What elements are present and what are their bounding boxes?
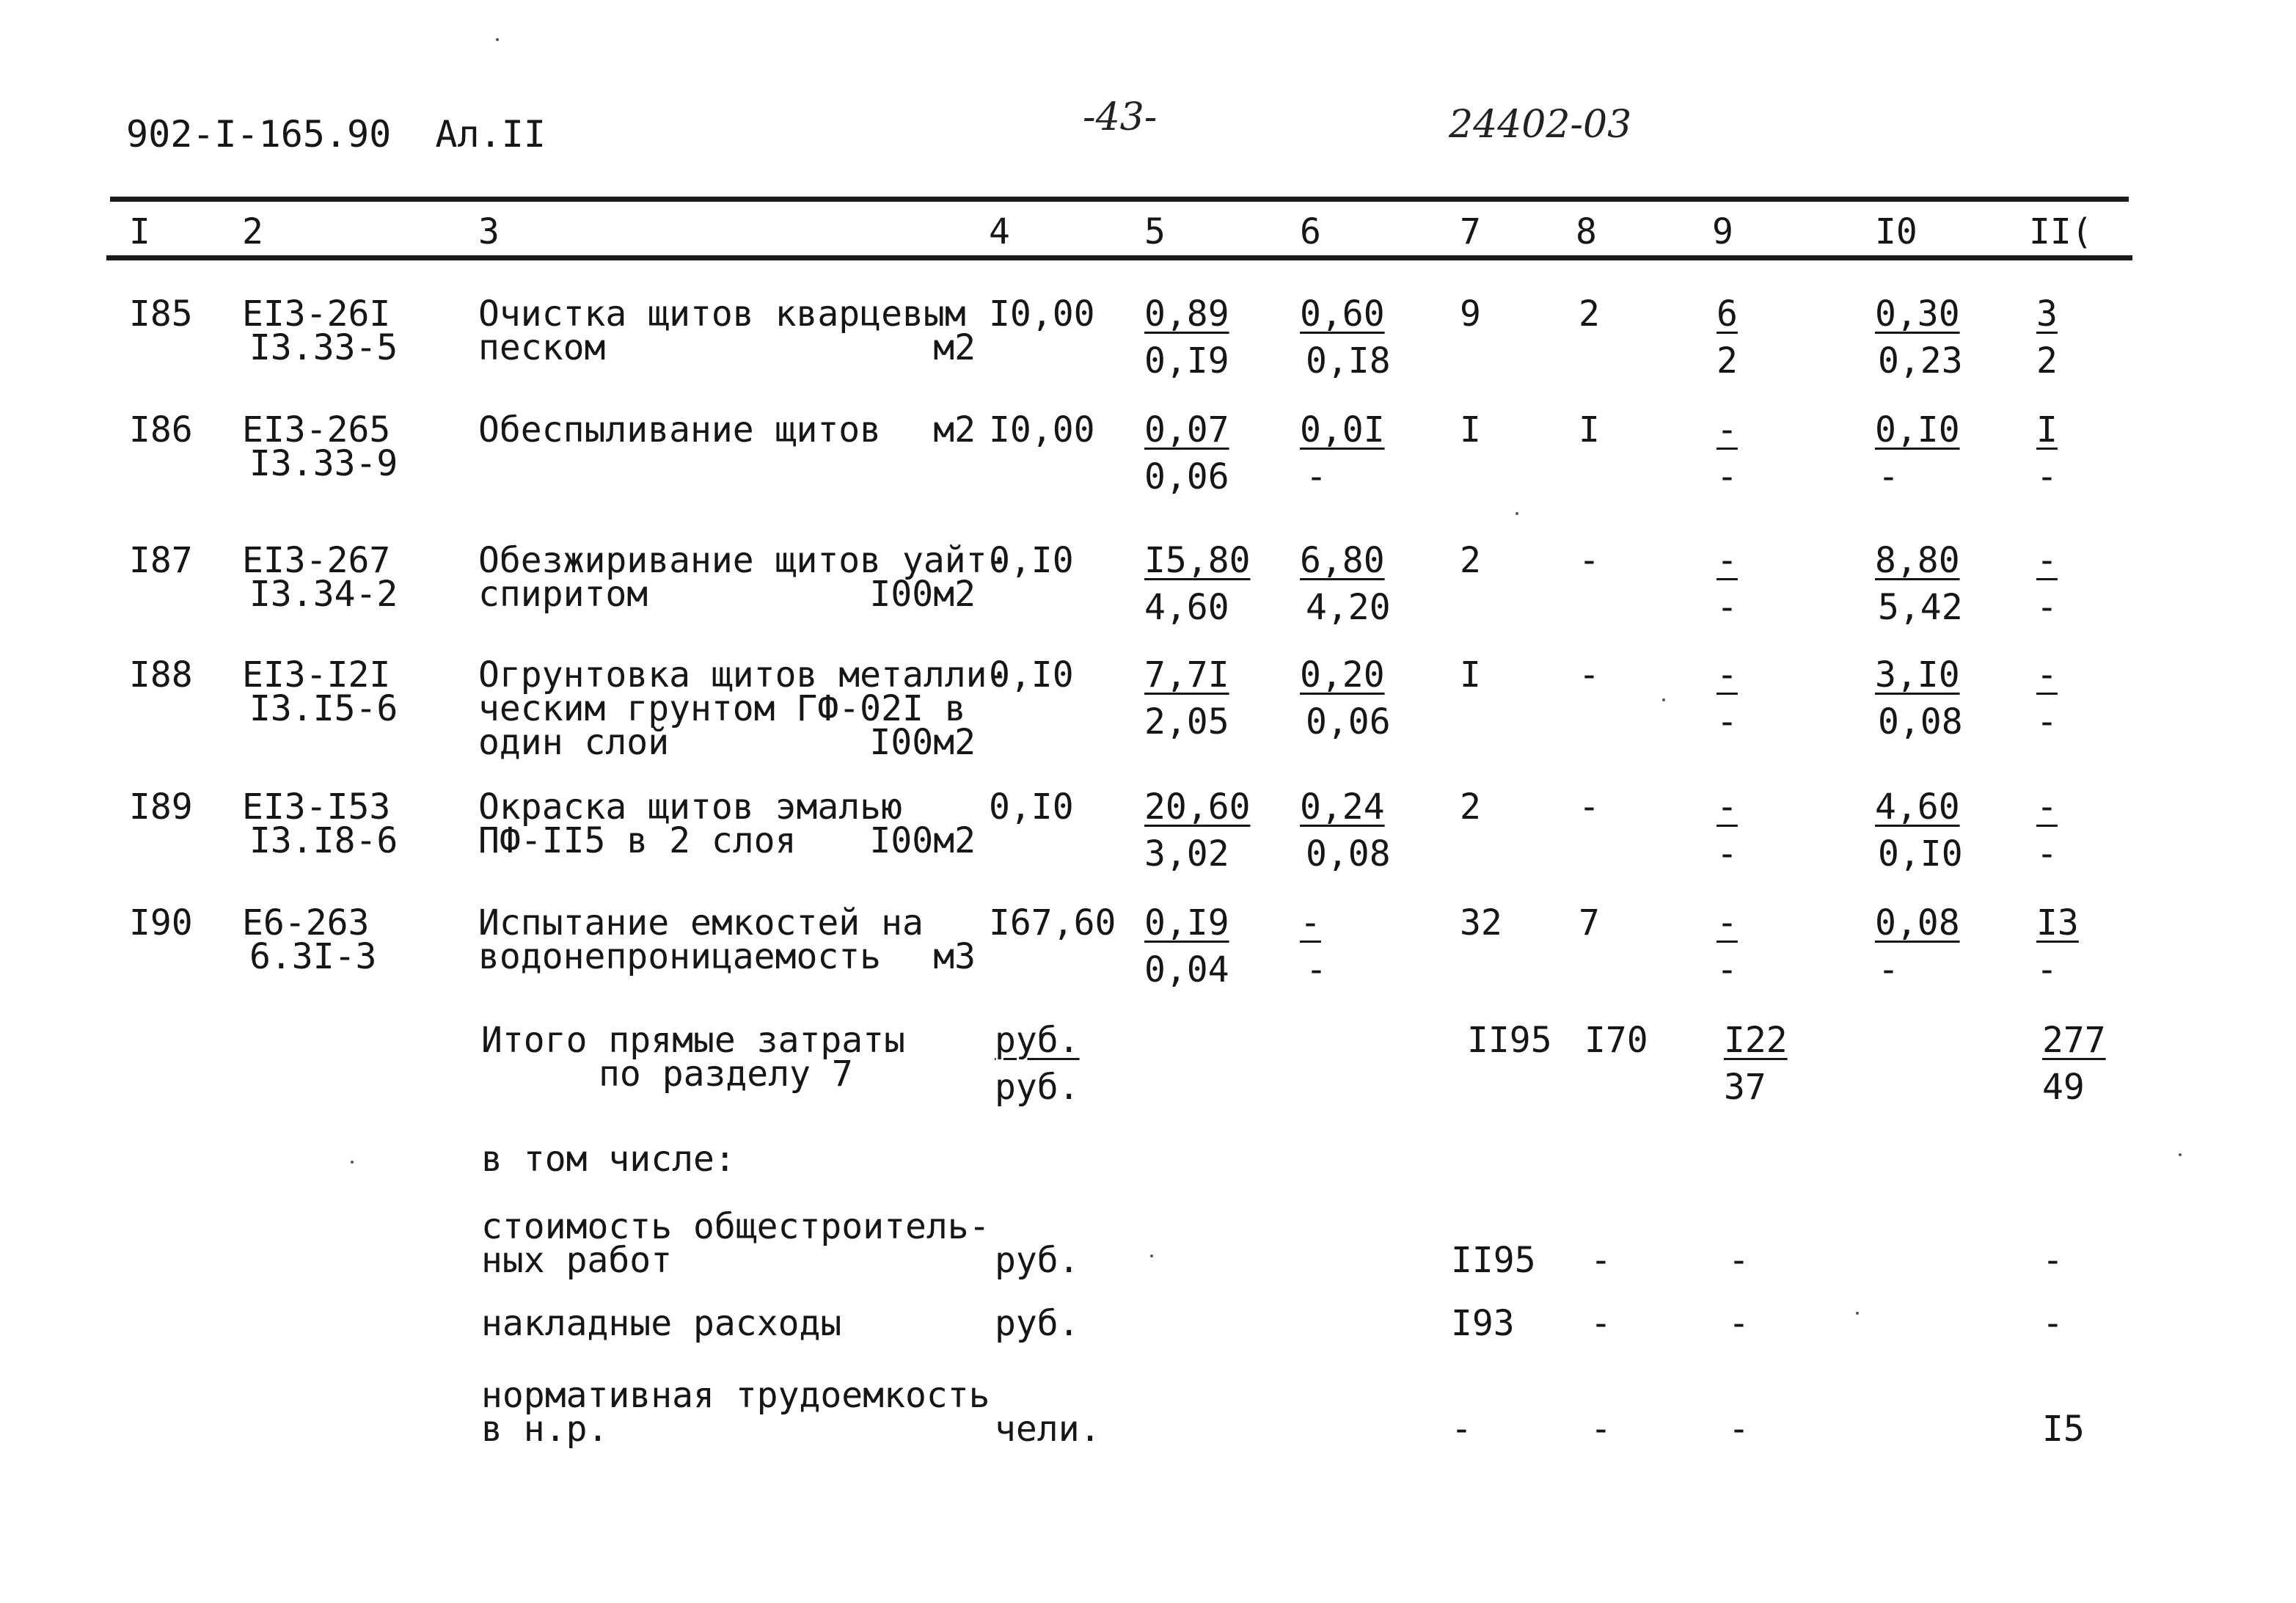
breakdown-col9: - (1728, 1303, 1750, 1344)
row-number: I86 (129, 409, 193, 450)
col6-value-top: 0,24 (1300, 786, 1385, 828)
work-description: ческим грунтом ГФ-02I в (478, 688, 966, 729)
work-description: Окраска щитов эмалью (478, 786, 902, 828)
col9-value-top: - (1716, 902, 1738, 943)
column-header-6: 6 (1300, 211, 1321, 252)
breakdown-col9: - (1728, 1409, 1750, 1450)
row-number: I85 (129, 293, 193, 335)
norm-code-alt: 6.3I-3 (249, 936, 377, 977)
col8-value: - (1579, 786, 1600, 828)
col6-value-bottom: - (1306, 456, 1327, 497)
table-top-rule (110, 197, 2129, 202)
col5-value-top: 0,07 (1144, 409, 1229, 450)
work-description: спиритом (478, 574, 648, 615)
col8-value: 2 (1579, 293, 1600, 335)
col11-value-top: 3 (2036, 293, 2058, 335)
column-header-9: 9 (1712, 211, 1733, 252)
totals-col9-bottom: 37 (1724, 1067, 1766, 1108)
col11-value-bottom: - (2036, 949, 2058, 990)
col6-value-bottom: 0,06 (1306, 701, 1391, 742)
col11-value-top: I3 (2036, 902, 2079, 943)
work-description: Огрунтовка щитов металли- (478, 654, 1009, 695)
scan-speck (496, 38, 499, 41)
norm-code-alt: I3.I8-6 (249, 820, 398, 861)
totals-col9-top: I22 (1724, 1020, 1788, 1061)
work-description: водонепроницаемость (478, 936, 882, 977)
quantity: I0,00 (989, 409, 1095, 450)
totals-col11-top: 277 (2042, 1020, 2106, 1061)
col6-value-top: 0,20 (1300, 654, 1385, 695)
breakdown-col7: I93 (1451, 1303, 1515, 1344)
col6-value-top: 6,80 (1300, 540, 1385, 581)
col10-value-bottom: 5,42 (1878, 587, 1963, 628)
breakdown-label: накладные расходы (481, 1303, 842, 1344)
col9-value-bottom: - (1716, 587, 1738, 628)
col10-value-top: 0,I0 (1875, 409, 1960, 450)
breakdown-col8: - (1590, 1303, 1612, 1344)
work-description: Очистка щитов кварцевым (478, 293, 966, 335)
unit: м2 (933, 327, 976, 368)
column-header-10: I0 (1875, 211, 1917, 252)
col5-value-top: 20,60 (1144, 786, 1251, 828)
totals-label: по разделу 7 (599, 1054, 853, 1095)
col9-value-top: - (1716, 786, 1738, 828)
norm-code: EI3-I53 (242, 786, 391, 828)
work-description: Обеспыливание щитов (478, 409, 882, 450)
totals-col8: I70 (1584, 1020, 1648, 1061)
col6-value-top: - (1300, 902, 1321, 943)
quantity: I67,60 (989, 902, 1116, 943)
col6-value-bottom: 4,20 (1306, 587, 1391, 628)
including-label: в том числе: (481, 1139, 736, 1180)
norm-code: E6-263 (242, 902, 370, 943)
col7-value: 9 (1460, 293, 1481, 335)
breakdown-col8: - (1590, 1409, 1612, 1450)
col10-value-top: 0,08 (1875, 902, 1960, 943)
unit: I00м2 (869, 574, 976, 615)
totals-unit-bottom: руб. (995, 1067, 1080, 1108)
col9-value-bottom: - (1716, 833, 1738, 874)
col6-value-bottom: 0,08 (1306, 833, 1391, 874)
work-description: один слой (478, 722, 670, 763)
breakdown-label: в н.р. (481, 1409, 609, 1450)
col8-value: I (1579, 409, 1600, 450)
totals-label: Итого прямые затраты (481, 1020, 905, 1061)
breakdown-unit: руб. (995, 1240, 1080, 1281)
col10-value-bottom: - (1878, 949, 1899, 990)
breakdown-col7: - (1451, 1409, 1472, 1450)
totals-col11-bottom: 49 (2042, 1067, 2085, 1108)
column-header-11: II( (2029, 211, 2093, 252)
breakdown-col11: - (2042, 1303, 2063, 1344)
totals-unit-top: руб. (995, 1020, 1080, 1061)
norm-code-alt: I3.I5-6 (249, 688, 398, 729)
breakdown-col11: - (2042, 1240, 2063, 1281)
norm-code: EI3-I2I (242, 654, 391, 695)
col9-value-top: - (1716, 654, 1738, 695)
col5-value-bottom: 3,02 (1144, 833, 1229, 874)
breakdown-col11: I5 (2042, 1409, 2085, 1450)
col9-value-bottom: 2 (1716, 340, 1738, 381)
unit: м3 (933, 936, 976, 977)
work-description: Обезжиривание щитов уайт- (478, 540, 1009, 581)
quantity: I0,00 (989, 293, 1095, 335)
scan-speck (2179, 1153, 2182, 1156)
col5-value-top: 0,I9 (1144, 902, 1229, 943)
col5-value-bottom: 0,04 (1144, 949, 1229, 990)
col7-value: I (1460, 409, 1481, 450)
col11-value-bottom: - (2036, 701, 2058, 742)
row-number: I88 (129, 654, 193, 695)
col11-value-top: - (2036, 786, 2058, 828)
col5-value-top: 7,7I (1144, 654, 1229, 695)
breakdown-col8: - (1590, 1240, 1612, 1281)
col10-value-top: 8,80 (1875, 540, 1960, 581)
col10-value-bottom: 0,23 (1878, 340, 1963, 381)
col10-value-bottom: 0,I0 (1878, 833, 1963, 874)
col10-value-top: 4,60 (1875, 786, 1960, 828)
col7-value: 2 (1460, 786, 1481, 828)
column-header-4: 4 (989, 211, 1010, 252)
col8-value: - (1579, 540, 1600, 581)
archive-number: 24402-03 (1449, 103, 1632, 147)
norm-code-alt: I3.33-9 (249, 443, 398, 484)
col10-value-top: 3,I0 (1875, 654, 1960, 695)
breakdown-col7: II95 (1451, 1240, 1536, 1281)
col5-value-top: I5,80 (1144, 540, 1251, 581)
col11-value-top: I (2036, 409, 2058, 450)
col11-value-top: - (2036, 654, 2058, 695)
column-header-3: 3 (478, 211, 500, 252)
col5-value-bottom: 4,60 (1144, 587, 1229, 628)
norm-code-alt: I3.34-2 (249, 574, 398, 615)
col7-value: I (1460, 654, 1481, 695)
col11-value-bottom: - (2036, 833, 2058, 874)
norm-code: EI3-265 (242, 409, 391, 450)
breakdown-label: стоимость общестроитель- (481, 1206, 990, 1247)
scan-speck (1150, 1255, 1153, 1257)
col10-value-top: 0,30 (1875, 293, 1960, 335)
col6-value-top: 0,60 (1300, 293, 1385, 335)
col9-value-bottom: - (1716, 701, 1738, 742)
quantity: 0,I0 (989, 540, 1074, 581)
col11-value-bottom: - (2036, 456, 2058, 497)
table-header-bottom-rule (106, 255, 2132, 260)
col11-value-bottom: 2 (2036, 340, 2058, 381)
column-header-8: 8 (1576, 211, 1597, 252)
norm-code-alt: I3.33-5 (249, 327, 398, 368)
col6-value-bottom: 0,I8 (1306, 340, 1391, 381)
work-description: песком (478, 327, 606, 368)
col6-value-top: 0,0I (1300, 409, 1385, 450)
norm-code: EI3-267 (242, 540, 391, 581)
column-header-7: 7 (1460, 211, 1481, 252)
scan-speck (351, 1161, 354, 1164)
unit: м2 (933, 409, 976, 450)
row-number: I90 (129, 902, 193, 943)
col9-value-bottom: - (1716, 456, 1738, 497)
col6-value-bottom: - (1306, 949, 1327, 990)
col5-value-top: 0,89 (1144, 293, 1229, 335)
col9-value-bottom: - (1716, 949, 1738, 990)
col11-value-top: - (2036, 540, 2058, 581)
breakdown-unit: руб. (995, 1303, 1080, 1344)
col5-value-bottom: 2,05 (1144, 701, 1229, 742)
unit: I00м2 (869, 722, 976, 763)
col9-value-top: - (1716, 540, 1738, 581)
norm-code: EI3-26I (242, 293, 391, 335)
col8-value: - (1579, 654, 1600, 695)
col11-value-bottom: - (2036, 587, 2058, 628)
col7-value: 2 (1460, 540, 1481, 581)
totals-col7: II95 (1467, 1020, 1552, 1061)
row-number: I87 (129, 540, 193, 581)
col10-value-bottom: - (1878, 456, 1899, 497)
scan-speck (1662, 698, 1665, 701)
work-description: ПФ-II5 в 2 слоя (478, 820, 797, 861)
breakdown-unit: чели. (995, 1409, 1101, 1450)
scan-speck (1856, 1312, 1859, 1315)
column-header-5: 5 (1144, 211, 1166, 252)
breakdown-label: нормативная трудоемкость (481, 1375, 990, 1416)
col9-value-top: 6 (1716, 293, 1738, 335)
col8-value: 7 (1579, 902, 1600, 943)
unit: I00м2 (869, 820, 976, 861)
document-code: 902-I-165.90 Ал.II (126, 113, 546, 156)
column-header-2: 2 (242, 211, 263, 252)
page-number: -43- (1083, 95, 1158, 139)
scan-speck (1516, 512, 1518, 515)
quantity: 0,I0 (989, 786, 1074, 828)
col5-value-bottom: 0,I9 (1144, 340, 1229, 381)
quantity: 0,I0 (989, 654, 1074, 695)
work-description: Испытание емкостей на (478, 902, 924, 943)
row-number: I89 (129, 786, 193, 828)
breakdown-label: ных работ (481, 1240, 673, 1281)
col7-value: 32 (1460, 902, 1502, 943)
col9-value-top: - (1716, 409, 1738, 450)
col5-value-bottom: 0,06 (1144, 456, 1229, 497)
column-header-1: I (129, 211, 150, 252)
col10-value-bottom: 0,08 (1878, 701, 1963, 742)
breakdown-col9: - (1728, 1240, 1750, 1281)
